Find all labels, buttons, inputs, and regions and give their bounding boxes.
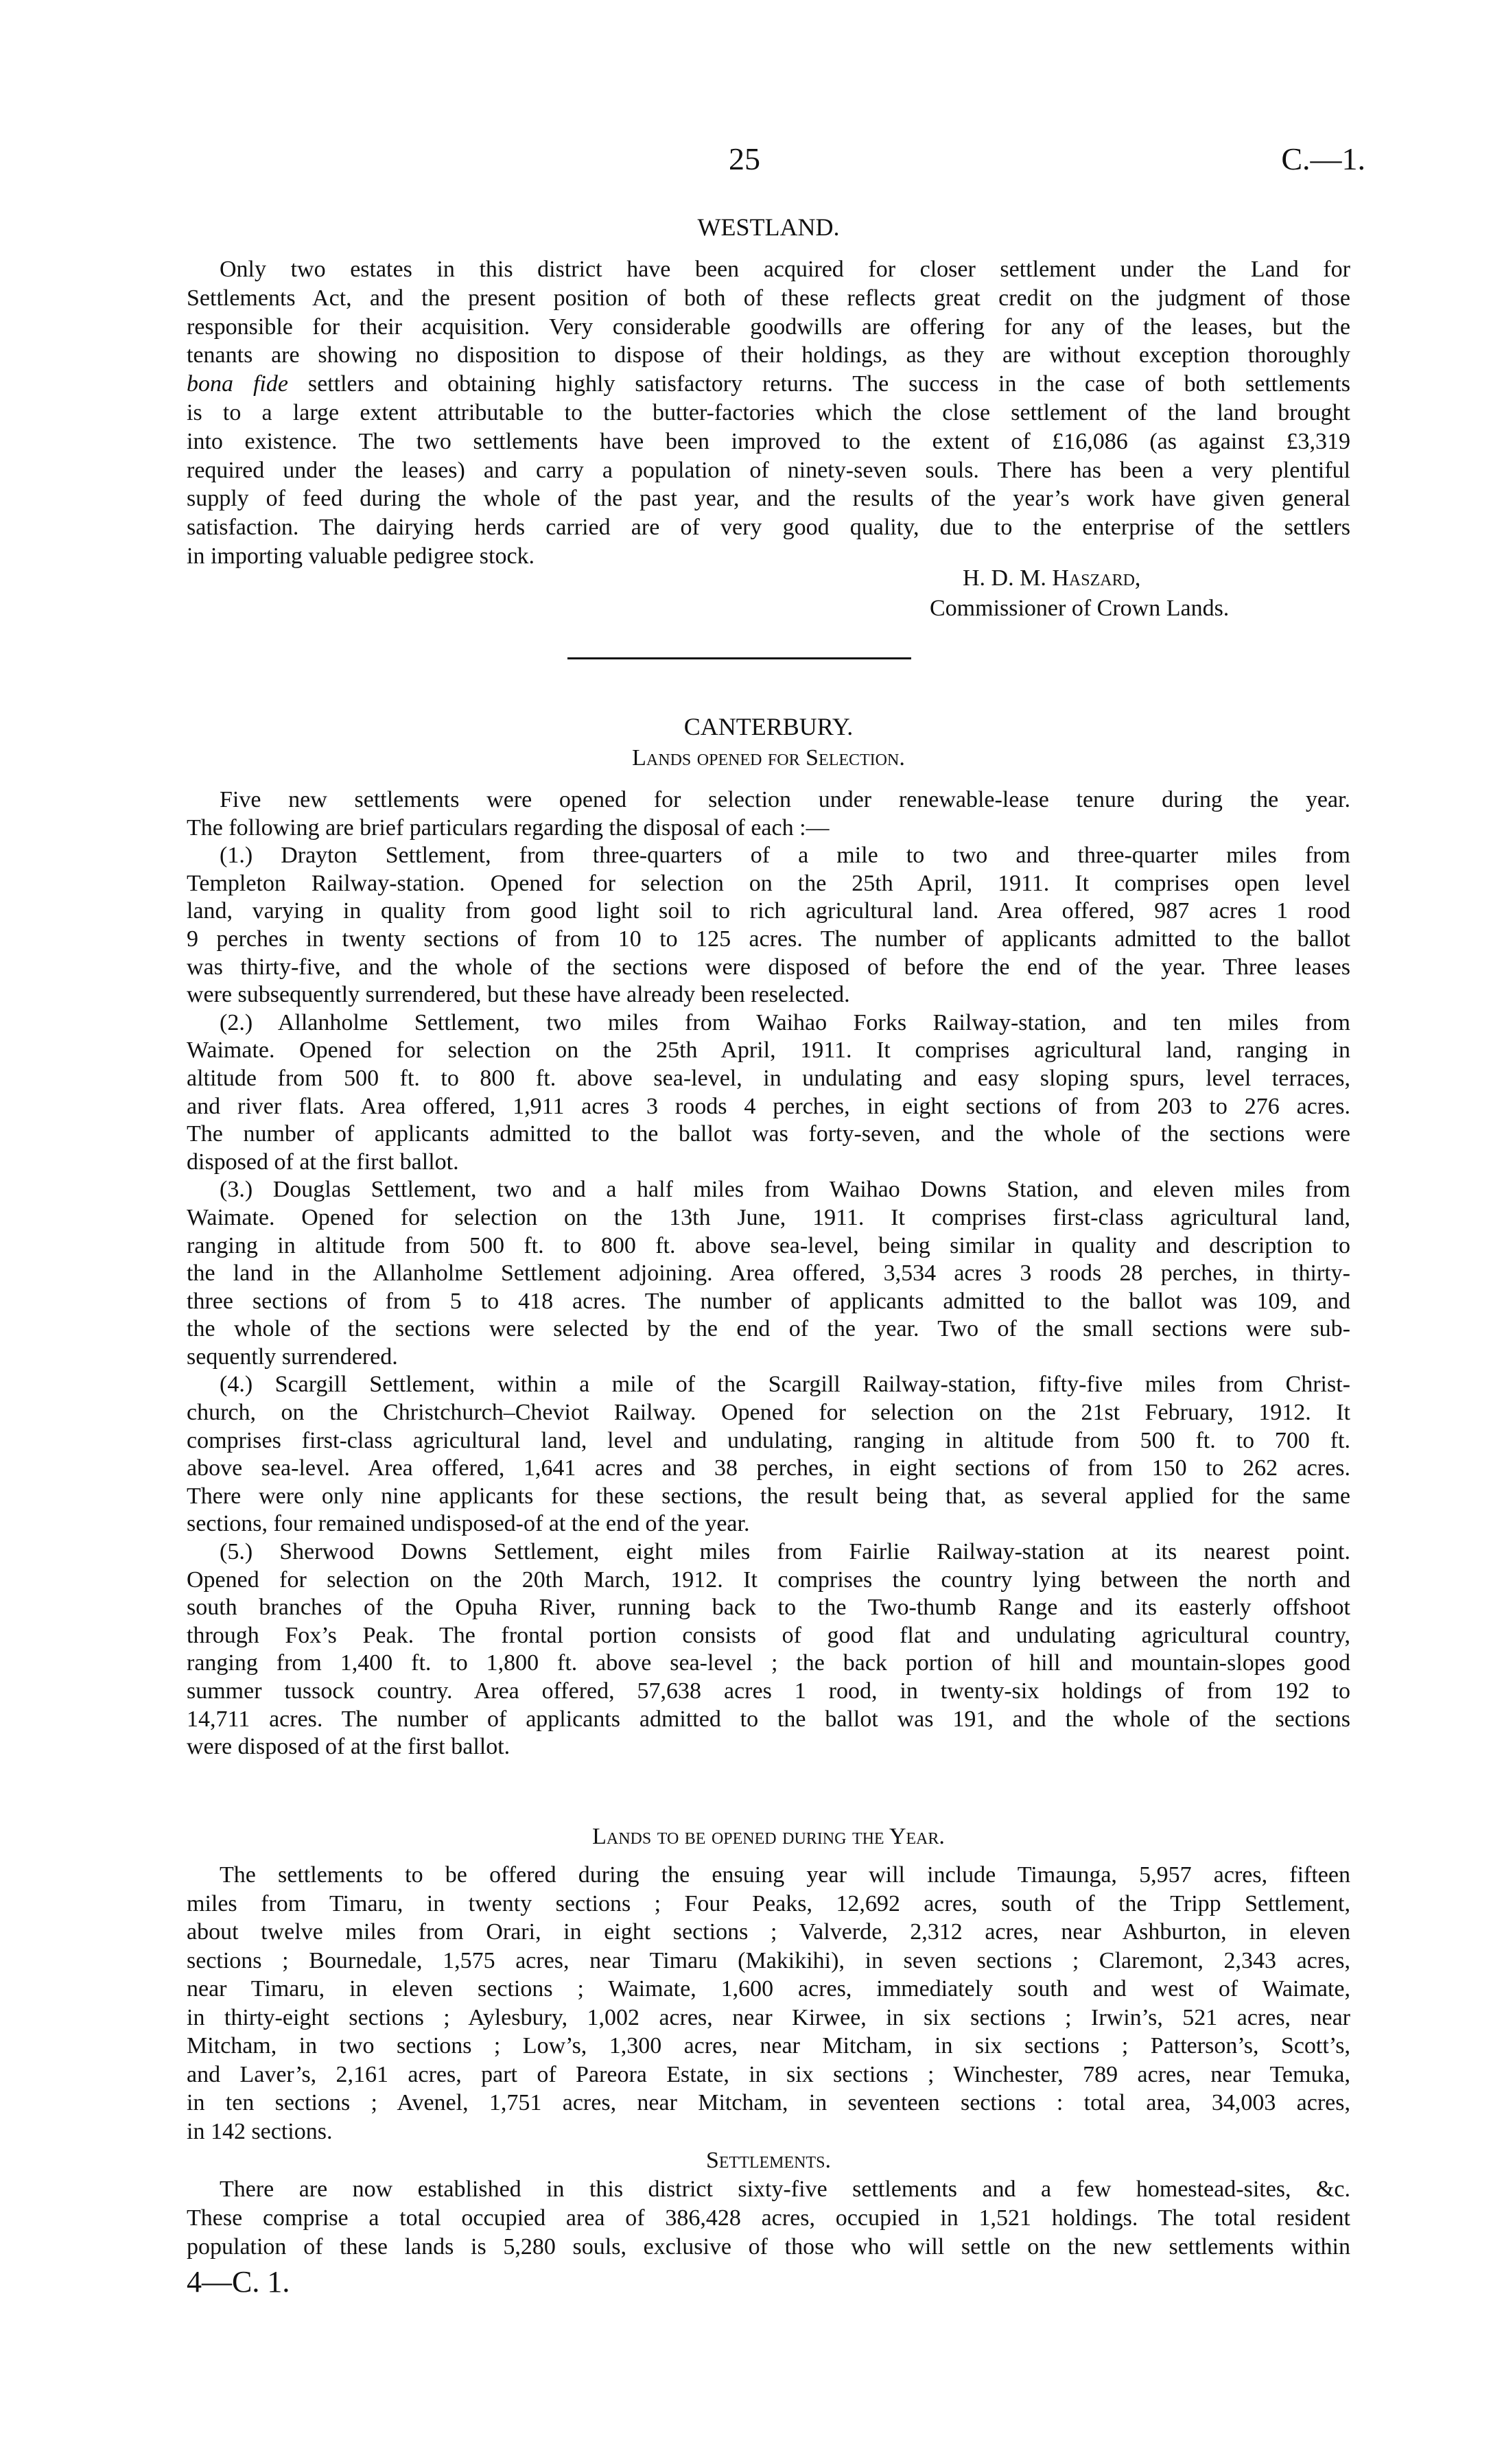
text-line: The number of applicants admitted to the ballot was forty-seven, and the whole of the sections were [187,1121,1350,1147]
text-line: above sea-level. Area offered, 1,641 acres and 38 perches, in eight sections of from 150 to 262 acres. [187,1455,1350,1481]
paragraph [187,786,1350,842]
text-line: The following are brief particulars regarding the disposal of each :— [187,814,830,841]
text-line: land, varying in quality from good light soil to rich agricultural land. Area offered, 987 acres 1 rood [187,898,1350,924]
lands-to-be-opened-paragraph [187,1861,1350,2146]
text-line: miles from Timaru, in twenty sections ; Four Peaks, 12,692 acres, south of the Tripp Settlement, [187,1890,1350,1916]
text-segment: settlers and obtaining highly satisfactory returns. The success in the case of both settlements [287,371,1350,397]
text-line: were disposed of at the first ballot. [187,1734,510,1760]
text-line: the land in the Allanholme Settlement adjoining. Area offered, 3,534 acres 3 roods 28 perches, in thirty- [187,1260,1350,1287]
text-line: responsible for their acquisition. Very considerable goodwills are offering for any of the leases, but the [187,314,1350,340]
settlements-paragraph [187,2175,1350,2262]
text-line: (1.) Drayton Settlement, from three-quarters of a mile to two and three-quarter miles from [220,843,1350,869]
section-title-westland: WESTLAND. [697,213,840,241]
text-line: Waimate. Opened for selection on the 13th June, 1911. It comprises first-class agricultural land, [187,1204,1350,1230]
section-title-canterbury: CANTERBURY. [683,713,854,740]
text-line: comprises first-class agricultural land, level and undulating, ranging in altitude from 500 ft. to 700 ft. [187,1427,1350,1453]
text-line: was thirty-five, and the whole of the sections were disposed of before the end of the year. Three leases [187,954,1350,980]
subheading-lands-to-be-opened: Lands to be opened during the Year. [592,1824,945,1849]
text-line: through Fox’s Peak. The frontal portion consists of good flat and undulating agricultural country, [187,1622,1350,1648]
canterbury-body [187,786,1350,1761]
text-line [187,370,1350,399]
text-line: required under the leases) and carry a population of ninety-seven souls. There has been a very plentiful [187,457,1350,483]
text-line: south branches of the Opuha River, running back to the Two-thumb Range and its easterly offshoot [187,1595,1350,1621]
westland-paragraph [187,255,1350,571]
page-number: 25 [729,141,760,176]
text-line: supply of feed during the whole of the past year, and the results of the year’s work have given general [187,486,1350,512]
text-line: 9 perches in twenty sections of from 10 to 125 acres. The number of applicants admitted to the ballot [187,926,1350,952]
text-line: satisfaction. The dairying herds carried are of very good quality, due to the enterprise of the settlers [187,515,1350,541]
text-line: sections ; Bournedale, 1,575 acres, near Timaru (Makikihi), in seven sections ; Claremont, 2,343 acres, [187,1947,1350,1973]
section-divider [567,657,911,659]
text-line: population of these lands is 5,280 souls, exclusive of those who will settle on the new settlements within [187,2234,1350,2260]
text-line: three sections of from 5 to 418 acres. The number of applicants admitted to the ballot was 109, and [187,1288,1350,1314]
text-line: ranging from 1,400 ft. to 1,800 ft. above sea-level ; the back portion of hill and mountain-slopes good [187,1650,1350,1676]
text-line: Mitcham, in two sections ; Low’s, 1,300 acres, near Mitcham, in six sections ; Patterson’s, Scott’s, [187,2033,1350,2058]
text-line: in importing valuable pedigree stock. [187,543,535,569]
text-line: These comprise a total occupied area of 386,428 acres, occupied in 1,521 holdings. The total resident [187,2205,1350,2231]
paragraph [187,1009,1350,1177]
text-line: in thirty-eight sections ; Aylesbury, 1,002 acres, near Kirwee, in six sections ; Irwin’s, 521 acres, near [187,2004,1350,2030]
text-line: Only two estates in this district have been acquired for closer settlement under the Land for [220,257,1350,282]
text-line: the whole of the sections were selected by the end of the year. Two of the small sections were sub- [187,1316,1350,1342]
text-line: near Timaru, in eleven sections ; Waimate, 1,600 acres, immediately south and west of Waimate, [187,1976,1350,2002]
text-line: tenants are showing no disposition to dispose of their holdings, as they are without exception thoroughly [187,342,1350,368]
text-line: (2.) Allanholme Settlement, two miles from Waihao Forks Railway-station, and ten miles from [220,1009,1350,1035]
text-line: Waimate. Opened for selection on the 25th April, 1911. It comprises agricultural land, ranging in [187,1037,1350,1064]
text-line: Templeton Railway-station. Opened for selection on the 25th April, 1911. It comprises open level [187,870,1350,896]
text-line: Settlements Act, and the present position of both of these reflects great credit on the judgment of those [187,285,1350,311]
paragraph [187,1371,1350,1538]
text-line: summer tussock country. Area offered, 57,638 acres 1 rood, in twenty-six holdings of from 192 to [187,1678,1350,1704]
signature-mark: 4—C. 1. [187,2265,290,2299]
paragraph [187,1176,1350,1371]
text-line: and Laver’s, 2,161 acres, part of Pareora Estate, in six sections ; Winchester, 789 acres, near Temuka, [187,2061,1350,2087]
paragraph [187,842,1350,1009]
text-line: 14,711 acres. The number of applicants admitted to the ballot was 191, and the whole of the sections [187,1706,1350,1732]
text-line: ranging in altitude from 500 ft. to 800 ft. above sea-level, being similar in quality and description to [187,1232,1350,1258]
text-line: There were only nine applicants for these sections, the result being that, as several applied for the same [187,1483,1350,1509]
text-line: disposed of at the first ballot. [187,1149,459,1175]
text-line: into existence. The two settlements have been improved to the extent of £16,086 (as against £3,319 [187,428,1350,454]
text-line: about twelve miles from Orari, in eight sections ; Valverde, 2,312 acres, near Ashburton, in eleven [187,1919,1350,1945]
paragraph [187,1538,1350,1761]
signature-title: Commissioner of Crown Lands. [930,596,1230,621]
text-line: in 142 sections. [187,2118,333,2144]
text-line: There are now established in this district sixty-five settlements and a few homestead-sites, &c. [220,2176,1350,2202]
text-line: (5.) Sherwood Downs Settlement, eight miles from Fairlie Railway-station at its nearest point. [220,1539,1350,1565]
subheading-settlements: Settlements. [705,2148,832,2173]
text-line: in ten sections ; Avenel, 1,751 acres, near Mitcham, in seventeen sections : total area, 34,003 acres, [187,2090,1350,2115]
document-code: C.—1. [1281,141,1365,176]
italic-phrase: bona fide [187,371,288,397]
text-line: Opened for selection on the 20th March, 1912. It comprises the country lying between the north and [187,1567,1350,1593]
text-line: The settlements to be offered during the ensuing year will include Timaunga, 5,957 acres, fifteen [220,1862,1350,1888]
text-line: Five new settlements were opened for selection under renewable-lease tenure during the year. [220,787,1350,812]
text-line: church, on the Christchurch–Cheviot Railway. Opened for selection on the 21st February, 1912. It [187,1400,1350,1426]
text-line: (4.) Scargill Settlement, within a mile of the Scargill Railway-station, fifty-five miles from Christ- [220,1372,1350,1398]
text-line: altitude from 500 ft. to 800 ft. above sea-level, in undulating and easy sloping spurs, level terraces, [187,1065,1350,1091]
text-line: sections, four remained undisposed-of at the end of the year. [187,1511,750,1537]
text-line: sequently surrendered. [187,1344,398,1370]
text-line: (3.) Douglas Settlement, two and a half miles from Waihao Downs Station, and eleven miles from [220,1177,1350,1203]
text-line: is to a large extent attributable to the butter-factories which the close settlement of the land brought [187,399,1350,425]
signature-name: H. D. M. Haszard, [963,565,1141,591]
text-line: and river flats. Area offered, 1,911 acres 3 roods 4 perches, in eight sections of from 203 to 276 acres. [187,1093,1350,1119]
text-line: were subsequently surrendered, but these have already been reselected. [187,982,850,1008]
subheading-lands-opened: Lands opened for Selection. [632,745,905,771]
